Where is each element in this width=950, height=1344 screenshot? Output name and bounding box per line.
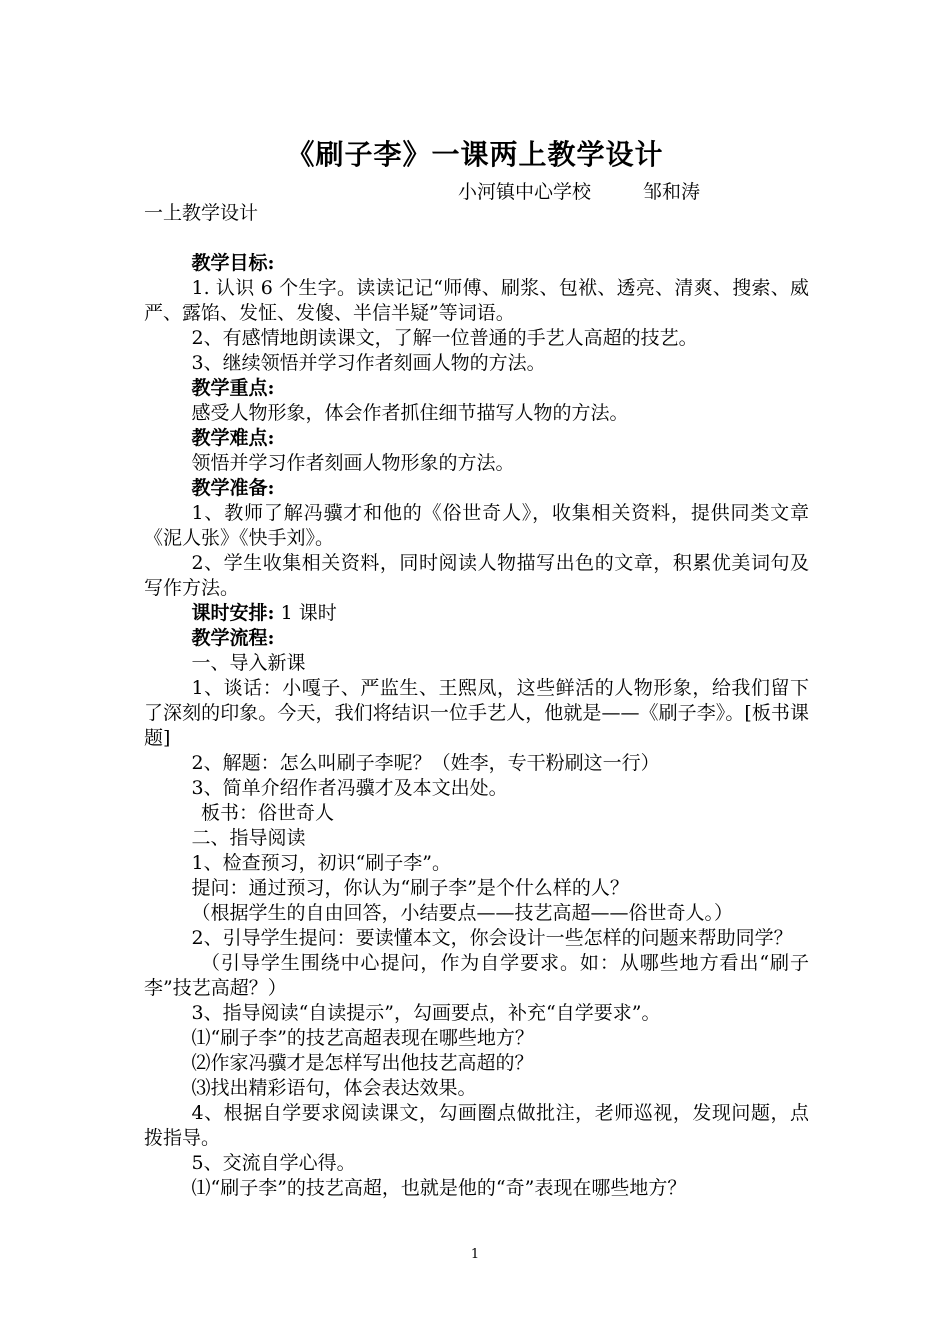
author-line [458, 177, 700, 204]
page-number: 1 [470, 1247, 480, 1262]
flow-item: 2、引导学生提问：要读懂本文，你会设计一些怎样的问题来帮助同学？ [191, 927, 793, 949]
prep-item: 1、教师了解冯骥才和他的《俗世奇人》，收集相关资料，提供同类文章《泥人张》《快手刘》。 [144, 502, 809, 549]
question-item: ⑴“刷子李”的技艺高超表现在哪些地方？ [191, 1027, 534, 1049]
question-item: ⑵作家冯骥才是怎样写出他技艺高超的？ [191, 1052, 534, 1074]
heading-flow: 教学流程: [191, 627, 275, 649]
flow-item: 5、交流自学心得。 [191, 1152, 356, 1174]
class-time [144, 601, 809, 626]
flow-item: 2、解题：怎么叫刷子李呢？（姓李，专干粉刷这一行） [191, 752, 660, 774]
question-item: ⑴“刷子李”的技艺高超，也就是他的“奇”表现在哪些地方？ [191, 1177, 687, 1199]
flow-item: 1、检查预习，初识“刷子李”。 [191, 852, 452, 874]
heading-preparation: 教学准备: [191, 477, 275, 499]
flow-item: 3、简单介绍作者冯骥才及本文出处。 [191, 777, 508, 799]
question-item: ⑶找出精彩语句，体会表达效果。 [191, 1077, 477, 1099]
heading-class-time: 课时安排: [191, 602, 275, 624]
goal-item: 2、有感情地朗读课文，了解一位普通的手艺人高超的技艺。 [191, 327, 698, 349]
flow-item: 4、根据自学要求阅读课文，勾画圈点做批注，老师巡视，发现问题，点拨指导。 [144, 1102, 809, 1149]
prep-item: 2、学生收集相关资料，同时阅读人物描写出色的文章，积累优美词句及写作方法。 [144, 552, 809, 599]
board-note: 板书：俗世奇人 [201, 802, 335, 824]
goal-item: 1. 认识 6 个生字。读读记记“师傅、刷浆、包袱、透亮、清爽、搜索、威严、露馅、发怔、发傻、半信半疑”等词语。 [144, 277, 809, 324]
heading-goals: 教学目标: [191, 252, 275, 274]
difficulties-text: 领悟并学习作者刻画人物形象的方法。 [191, 452, 515, 474]
flow-item: （引导学生围绕中心提问，作为自学要求。如：从哪些地方看出“刷子李”技艺高超？） [144, 952, 809, 999]
flow-item: 提问：通过预习，你认为“刷子李”是个什么样的人？ [191, 877, 629, 899]
flow-item: 1、谈话：小嘎子、严监生、王熙凤，这些鲜活的人物形象，给我们留下了深刻的印象。今天，我们将结识一位手艺人，他就是——《刷子李》。[板书课题] [144, 677, 809, 749]
key-points-text: 感受人物形象，体会作者抓住细节描写人物的方法。 [191, 402, 629, 424]
class-time-value: 1 课时 [280, 602, 337, 624]
section-heading: 一、导入新课 [191, 652, 306, 674]
flow-item: 3、指导阅读“自读提示”，勾画要点，补充“自学要求”。 [191, 1002, 661, 1024]
author-name: 邹和涛 [643, 181, 701, 203]
document-body [144, 201, 809, 1201]
school-name: 小河镇中心学校 [458, 181, 592, 203]
flow-item: （根据学生的自由回答，小结要点——技艺高超——俗世奇人。） [191, 902, 734, 924]
goal-item: 3、继续领悟并学习作者刻画人物的方法。 [191, 352, 546, 374]
heading-key-points: 教学重点: [191, 377, 275, 399]
section-heading: 二、指导阅读 [191, 827, 306, 849]
subtitle: 一上教学设计 [144, 202, 259, 224]
heading-difficulties: 教学难点: [191, 427, 275, 449]
document-title: 《刷子李》一课两上教学设计 [286, 138, 664, 171]
